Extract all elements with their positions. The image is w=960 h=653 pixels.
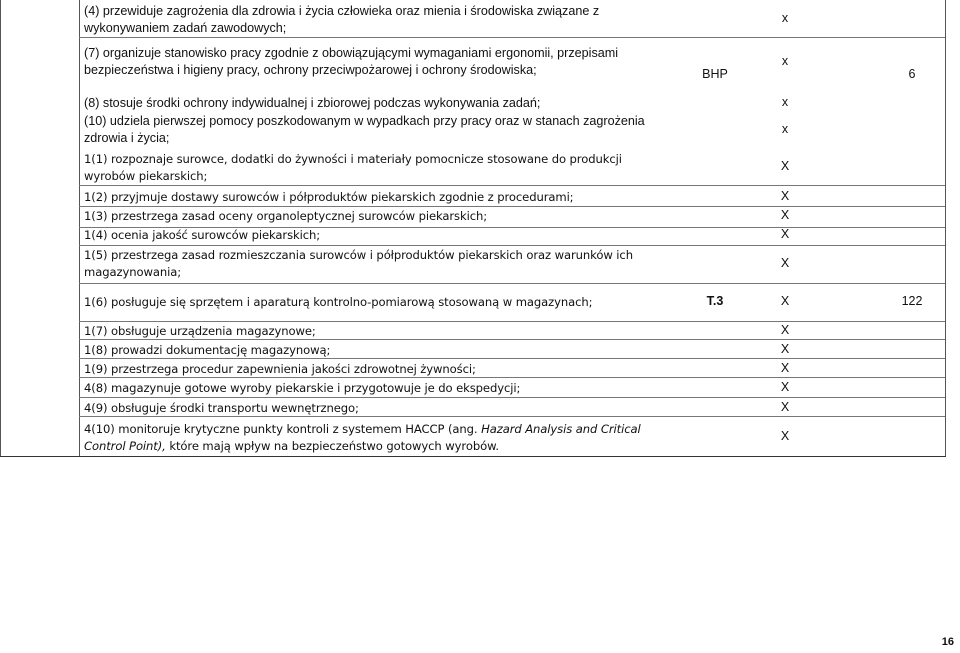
learning-outcome-text: (10) udziela pierwszej pomocy poszkodowanym w wypadkach przy pracy oraz w stanach zagrożenia zdrowia i życia; [84, 114, 645, 145]
page-number: 16 [941, 636, 954, 648]
learning-outcome-text: (4) przewiduje zagrożenia dla zdrowia i życia człowieka oraz mienia i środowiska związane z wykonywaniem zadań zawodowych; [84, 4, 600, 35]
learning-outcome-text: 1(5) przestrzega zasad rozmieszczania surowców i półproduktów piekarskich oraz warunków ich magazynowania; [84, 248, 633, 279]
learning-outcome-text: 4(9) obsługuje środki transportu wewnętrznego; [84, 401, 359, 415]
text-part: 4(10) monitoruje krytyczne punkty kontroli z systemem HACCP (ang. [84, 422, 482, 436]
row-divider [79, 37, 945, 38]
learning-outcome-text: (8) stosuje środki ochrony indywidualnej i zbiorowej podczas wykonywania zadań; [84, 96, 541, 110]
row-mark: X [780, 294, 790, 308]
learning-outcome-text: (7) organizuje stanowisko pracy zgodnie z obowiązującymi wymaganiami ergonomii, przepisami bezpieczeństwa i higieny pracy, ochrony przeciwpożarowej i ochrony środowiska; [84, 46, 619, 77]
row-mark: X [780, 380, 790, 394]
row-mark: x [781, 122, 789, 136]
learning-outcome-text [84, 421, 644, 455]
row-mark: X [780, 400, 790, 414]
table-border-bottom [0, 456, 946, 457]
row-divider [79, 397, 945, 398]
group-label: BHP [702, 67, 728, 81]
row-mark: X [780, 361, 790, 375]
row-mark: X [780, 189, 790, 203]
text-part: które mają wpływ na bezpieczeństwo gotowych wyrobów. [165, 439, 499, 453]
learning-outcome-text: 1(2) przyjmuje dostawy surowców i półproduktów piekarskich zgodnie z procedurami; [84, 190, 574, 204]
row-mark: X [780, 159, 790, 173]
learning-outcome-text: 1(4) ocenia jakość surowców piekarskich; [84, 228, 321, 242]
row-divider [79, 321, 945, 322]
row-mark: x [781, 11, 789, 25]
learning-outcome-text: 1(7) obsługuje urządzenia magazynowe; [84, 324, 316, 338]
table-border-left [0, 0, 1, 457]
row-mark: X [780, 429, 790, 443]
row-divider [79, 185, 945, 186]
row-mark: X [780, 208, 790, 222]
learning-outcome-text: 1(9) przestrzega procedur zapewnienia jakości zdrowotnej żywności; [84, 362, 476, 376]
column-divider-1 [79, 0, 80, 457]
learning-outcome-text: 1(1) rozpoznaje surowce, dodatki do żywności i materiały pomocnicze stosowane do produkcji wyrobów piekarskich; [84, 152, 622, 183]
row-mark: X [780, 227, 790, 241]
row-mark: x [781, 95, 789, 109]
text-italic-part: Hazard Analysis and Critical Control Point), [84, 422, 641, 453]
row-divider [79, 245, 945, 246]
learning-outcome-text: 1(3) przestrzega zasad oceny organoleptycznej surowców piekarskich; [84, 209, 488, 223]
group-hours: 6 [908, 67, 916, 81]
learning-outcome-text: 1(8) prowadzi dokumentację magazynową; [84, 343, 331, 357]
row-mark: X [780, 256, 790, 270]
row-mark: X [780, 342, 790, 356]
row-mark: X [780, 323, 790, 337]
learning-outcome-text: 4(8) magazynuje gotowe wyroby piekarskie i przygotowuje je do ekspedycji; [84, 381, 521, 395]
row-divider [79, 206, 945, 207]
table-border-right [945, 0, 946, 457]
group-label: T.3 [706, 294, 724, 308]
group-hours: 122 [901, 294, 923, 308]
row-divider [79, 283, 945, 284]
row-mark: x [781, 54, 789, 68]
learning-outcome-text: 1(6) posługuje się sprzętem i aparaturą kontrolno-pomiarową stosowaną w magazynach; [84, 295, 593, 309]
